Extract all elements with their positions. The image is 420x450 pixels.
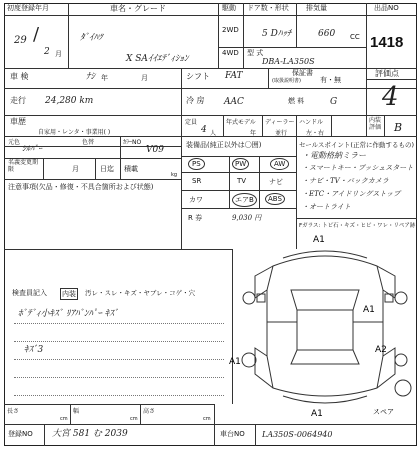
- note-line: [14, 377, 224, 378]
- height-unit: cm: [203, 416, 211, 422]
- r-ticket-value: 9,030 円: [232, 214, 262, 222]
- warranty-value: 有・無: [320, 76, 341, 84]
- inspector-note: ﾎﾞﾃﾞｨ小ｷｽﾞ ﾘｱﾊﾞﾝﾊﾟｰ ｷｽﾞ: [18, 309, 119, 319]
- divider: [366, 115, 417, 116]
- mileage-value: 24,280 km: [45, 96, 94, 106]
- divider: [44, 424, 45, 446]
- chassis-value: LA350S-0064940: [262, 430, 333, 439]
- displacement-value: 660: [318, 29, 336, 39]
- sales-point-item: ・オートライト: [302, 203, 351, 211]
- equip-ps: PS: [188, 158, 205, 170]
- divider: [366, 79, 417, 80]
- car-damage-diagram: [229, 228, 417, 419]
- divider: [4, 424, 417, 425]
- doors-label: ドア数・形状: [247, 4, 289, 12]
- score-value: 4: [382, 82, 399, 112]
- divider: [268, 68, 269, 88]
- divider: [259, 156, 260, 208]
- length-unit: cm: [60, 416, 68, 422]
- capacity-unit: 人: [210, 130, 217, 137]
- model-label: 車名・グレード: [110, 4, 166, 13]
- equip-sr: SR: [192, 177, 202, 185]
- damage-mark: A1: [229, 357, 241, 367]
- load-label: 積載: [124, 165, 138, 173]
- divider: [214, 404, 215, 446]
- equip-leather: カワ: [189, 196, 203, 204]
- shaken-year-unit: 年: [101, 74, 108, 82]
- windshield-conditions: Fガラス: トビ石・キズ・ヒビ・ワレ・リペア跡: [299, 223, 416, 229]
- chassis-label: 車台NO: [220, 430, 245, 438]
- shaken-label: 車 検: [10, 72, 29, 81]
- damage-mark: A1: [363, 305, 375, 315]
- equip-pw: PW: [232, 158, 249, 170]
- capacity-label: 定員: [185, 119, 198, 126]
- shift-label: シフト: [186, 72, 210, 81]
- damage-mark: A1: [313, 235, 325, 245]
- fuel-label: 燃 料: [288, 97, 305, 105]
- ac-label: 冷 房: [186, 96, 205, 105]
- orig-color-label: 元色: [8, 139, 21, 146]
- displacement-label: 排気量: [306, 4, 327, 12]
- inspector-label: 検査員記入: [12, 289, 47, 297]
- divider: [296, 115, 297, 136]
- spare-label: スペア: [373, 408, 394, 416]
- divider: [4, 15, 417, 16]
- dealer-label: ディーラー: [265, 119, 295, 126]
- dealer-value: 並行: [275, 130, 288, 137]
- doors-value: 5 Dﾊｯﾁ: [262, 29, 292, 39]
- damage-mark: A1: [311, 409, 323, 419]
- registration-value: 大宮 581 む 2039: [52, 429, 128, 439]
- divider: [384, 115, 385, 136]
- orig-color-value: ｼﾙﾊﾞｰ: [22, 144, 42, 153]
- divider: [366, 3, 367, 68]
- divider: [4, 249, 232, 250]
- divider: [120, 136, 121, 179]
- note-line: [14, 395, 224, 396]
- note-line: [14, 359, 224, 360]
- drive-label: 駆動: [222, 4, 236, 12]
- equip-aw: AW: [270, 158, 289, 170]
- divider: [218, 3, 219, 68]
- current-color-label: 色替: [82, 139, 95, 146]
- damage-mark: A2: [375, 345, 387, 355]
- capacity-value: 4: [201, 125, 207, 135]
- width-unit: cm: [130, 416, 138, 422]
- warranty-sub: (取扱説明書): [272, 78, 301, 84]
- divider: [4, 179, 182, 180]
- divider: [140, 404, 141, 424]
- warranty-label: 保証書: [292, 69, 313, 77]
- width-label: 幅: [73, 408, 80, 415]
- displacement-unit: CC: [350, 33, 360, 41]
- first-registration-month: 2: [44, 47, 50, 57]
- r-ticket-label: R 券: [188, 214, 203, 222]
- history-label: 車歴: [10, 117, 26, 126]
- shift-value: FAT: [225, 71, 243, 81]
- divider: [331, 115, 332, 136]
- first-registration-year: 29: [14, 35, 27, 46]
- inspector-note: ｷｽﾞ3: [24, 345, 44, 355]
- divider: [4, 115, 366, 116]
- shaken-month-unit: 月: [141, 74, 148, 82]
- interior-value: B: [394, 121, 403, 134]
- divider: [229, 156, 230, 208]
- divider: [4, 68, 417, 69]
- equip-abs: ABS: [265, 193, 285, 205]
- length-label: 長さ: [7, 408, 20, 415]
- interior-label: 内装評価: [369, 117, 382, 131]
- score-label: 評価点: [375, 69, 399, 78]
- model-year-label: 年式モデル: [226, 119, 256, 126]
- load-unit: kg: [171, 172, 178, 178]
- month-unit: 月: [55, 50, 62, 58]
- divider: [243, 3, 244, 68]
- divider: [262, 115, 263, 136]
- divider: [296, 3, 297, 47]
- equip-tv: TV: [237, 177, 247, 185]
- sales-point-item: ・ETC・アイドリングストップ: [302, 190, 401, 198]
- first-registration-label: 初度登録年月: [7, 4, 49, 12]
- history-options: 自家用・レンタ・事業用( ): [38, 129, 111, 136]
- divider: [43, 158, 44, 179]
- sales-point-item: ・電動格納ミラー: [302, 151, 366, 160]
- sales-point-item: ・ナビ・TV・バックカメラ: [302, 177, 389, 185]
- divider: [255, 424, 256, 446]
- name-change-label: 名義変更期限: [8, 159, 39, 173]
- model-year-unit: 年: [250, 130, 257, 137]
- handle-label: ハンドル: [299, 119, 324, 126]
- damage-type-options: 汚レ・スレ・キズ・ヤブレ・コゲ・穴: [85, 289, 196, 297]
- lot-label: 出品NO: [374, 4, 399, 12]
- notes-title: 注意事項(欠品・修復・不具合箇所および状態): [8, 183, 154, 191]
- divider: [218, 47, 366, 48]
- divider: [181, 136, 182, 249]
- note-line: [14, 323, 224, 324]
- model-name: ﾀﾞｲﾊﾂ: [80, 33, 103, 43]
- divider: [223, 115, 224, 136]
- divider: [4, 404, 214, 405]
- registration-label: 登録NO: [8, 430, 33, 438]
- divider: [4, 88, 417, 89]
- shaken-year-value: ﾅｼ: [86, 72, 96, 82]
- divider: [181, 190, 296, 191]
- divider: [181, 172, 296, 173]
- drive-4wd: 4WD: [222, 49, 239, 57]
- divider: [181, 115, 182, 136]
- grade-value: X SAｲｲｴﾃﾞｨｼｮﾝ: [126, 54, 189, 64]
- sales-points-title: セールスポイント(正常に作動するもの): [299, 141, 414, 149]
- interior-option-box: 内装: [62, 290, 76, 298]
- type-label: 型 式: [247, 49, 264, 57]
- equip-navi: ナビ: [269, 178, 283, 186]
- name-change-day: 日迄: [100, 165, 114, 173]
- divider: [366, 15, 417, 16]
- divider: [95, 158, 96, 179]
- mileage-label: 走行: [10, 96, 26, 105]
- divider: [296, 218, 417, 219]
- sales-point-item: ・スマートキー・プッシュスタート: [302, 164, 414, 172]
- fuel-value: G: [330, 97, 338, 107]
- divider: [68, 3, 69, 68]
- divider: [181, 156, 296, 157]
- divider: [181, 68, 182, 115]
- lot-number: 1418: [370, 34, 404, 51]
- slash-mark: /: [33, 24, 40, 45]
- ac-value: AAC: [224, 97, 244, 107]
- note-line: [14, 341, 224, 342]
- color-code-value: V09: [146, 145, 164, 155]
- height-label: 高さ: [143, 408, 156, 415]
- type-value: DBA-LA350S: [262, 57, 315, 66]
- drive-2wd: 2WD: [222, 26, 239, 34]
- equip-airbag: エアB: [232, 193, 257, 207]
- divider: [70, 404, 71, 424]
- color-code-label: ｶﾗｰNO: [123, 139, 142, 146]
- handle-value: 左・右: [306, 130, 325, 137]
- name-change-month: 月: [72, 165, 79, 173]
- equipment-title: 装備品(純正以外は〇囲): [186, 141, 262, 149]
- divider: [181, 208, 296, 209]
